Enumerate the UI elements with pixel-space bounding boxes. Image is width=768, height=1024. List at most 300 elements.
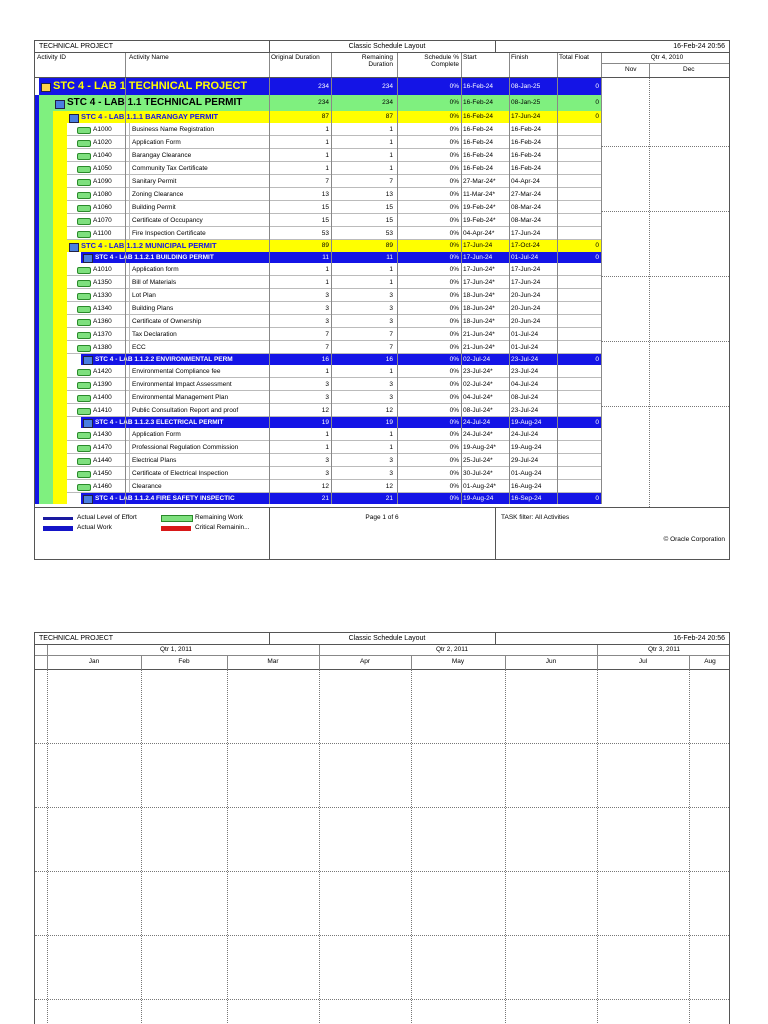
cell-pct: 0% [449,217,459,224]
cell-orig: 87 [321,113,329,120]
column-divider [557,78,558,504]
cell-pct: 0% [449,279,459,286]
cell-float: 0 [595,242,599,249]
cell-pct: 0% [449,152,459,159]
activity-row[interactable] [35,175,601,188]
cell-pct: 0% [449,318,459,325]
cell-rem: 16 [385,356,393,363]
legend-swatch-critical [161,526,191,531]
cell-rem: 1 [389,152,393,159]
cell-activity-name: ECC [129,341,269,354]
activity-row[interactable] [35,214,601,227]
cell-orig: 1 [325,368,329,375]
cell-activity-id: A1430 [93,431,112,438]
month-label: Feb [178,658,190,665]
activity-row[interactable] [35,467,601,480]
schedule-page-1 [34,40,730,560]
cell-activity-name: Building Permit [129,201,269,214]
activity-task-icon [77,179,91,186]
cell-rem: 3 [389,318,393,325]
cell-activity-id: A1370 [93,331,112,338]
wbs-folder-icon [83,356,93,365]
cell-rem: 3 [389,457,393,464]
cell-orig: 3 [325,394,329,401]
activity-task-icon [77,382,91,389]
col-remaining-duration[interactable]: Remaining Duration [361,54,393,68]
cell-pct: 0% [449,178,459,185]
cell-finish: 01-Jul-24 [511,331,539,338]
cell-activity-id: A1010 [93,266,112,273]
wbs-folder-icon [83,254,93,263]
activity-row[interactable] [35,480,601,493]
column-divider [509,78,510,504]
cell-orig: 89 [321,242,329,249]
cell-pct: 0% [449,419,459,426]
cell-activity-id: A1390 [93,381,112,388]
cell-activity-name: Sanitary Permit [129,175,269,188]
cell-pct: 0% [449,457,459,464]
month-label: Jul [638,658,648,665]
cell-start: 18-Jun-24* [463,292,495,299]
quarter-label: Qtr 1, 2011 [159,646,193,653]
timeline-grid-line [649,78,650,507]
col-total-float[interactable]: Total Float [559,54,589,61]
cell-rem: 87 [385,113,393,120]
cell-start: 08-Jul-24* [463,407,493,414]
cell-finish: 01-Jul-24 [511,344,539,351]
page-header [35,41,729,53]
activity-row[interactable] [35,149,601,162]
cell-orig: 16 [321,356,329,363]
activity-task-icon [77,166,91,173]
cell-start: 16-Feb-24 [463,165,493,172]
cell-finish: 08-Jul-24 [511,394,539,401]
cell-rem: 1 [389,279,393,286]
timeline-grid-line [689,669,690,1024]
month-label: Aug [704,658,716,665]
activity-row[interactable] [35,136,601,149]
timeline-grid-line [35,807,730,808]
cell-start: 16-Feb-24 [463,152,493,159]
activity-row[interactable] [35,162,601,175]
cell-float: 0 [595,99,599,106]
cell-activity-id: A1000 [93,126,112,133]
column-divider [331,78,332,504]
quarter-label: Qtr 3, 2011 [647,646,681,653]
cell-orig: 3 [325,470,329,477]
activity-row[interactable] [35,454,601,467]
cell-activity-id: A1080 [93,191,112,198]
wbs-label: STC 4 - LAB 1 TECHNICAL PROJECT [53,80,248,92]
wbs-row[interactable] [81,417,601,428]
activity-row[interactable] [35,276,601,289]
cell-pct: 0% [449,470,459,477]
cell-float: 0 [595,254,599,261]
cell-pct: 0% [449,292,459,299]
activity-task-icon [77,458,91,465]
month-label: Mar [267,658,279,665]
cell-rem: 53 [385,230,393,237]
cell-activity-name: Electrical Plans [129,454,269,467]
cell-start: 16-Feb-24 [463,113,493,120]
cell-activity-id: A1410 [93,407,112,414]
cell-rem: 7 [389,178,393,185]
cell-finish: 01-Jul-24 [511,254,539,261]
cell-orig: 13 [321,191,329,198]
cell-pct: 0% [449,444,459,451]
cell-activity-id: A1060 [93,204,112,211]
activity-task-icon [77,484,91,491]
cell-pct: 0% [449,191,459,198]
cell-rem: 7 [389,331,393,338]
cell-rem: 21 [385,495,393,502]
cell-orig: 3 [325,318,329,325]
wbs-label: STC 4 - LAB 1.1.2.4 FIRE SAFETY INSPECTIC [95,495,235,502]
cell-rem: 3 [389,381,393,388]
col-finish[interactable]: Finish [511,54,529,61]
cell-orig: 53 [321,230,329,237]
col-original-duration[interactable]: Original Duration [271,54,320,61]
cell-finish: 17-Jun-24 [511,230,541,237]
activity-row[interactable] [35,328,601,341]
wbs-row[interactable] [39,78,601,95]
cell-start: 16-Feb-24 [463,99,493,106]
cell-rem: 1 [389,266,393,273]
cell-start: 17-Jun-24* [463,266,495,273]
cell-float: 0 [595,113,599,120]
wbs-label: STC 4 - LAB 1.1 TECHNICAL PERMIT [67,97,243,108]
cell-orig: 21 [321,495,329,502]
timeline-grid-line [505,669,506,1024]
cell-activity-id: A1360 [93,318,112,325]
col-schedule-complete[interactable]: Schedule % Complete [424,54,459,68]
cell-orig: 1 [325,279,329,286]
activity-task-icon [77,218,91,225]
cell-pct: 0% [449,83,459,90]
cell-finish: 04-Apr-24 [511,178,540,185]
wbs-row[interactable] [53,95,601,111]
wbs-folder-icon [69,243,79,252]
cell-finish: 23-Jul-24 [511,368,539,375]
cell-activity-name: Certificate of Electrical Inspection [129,467,269,480]
copyright: © Oracle Corporation [663,536,725,543]
cell-activity-name: Fire Inspection Certificate [129,227,269,240]
cell-pct: 0% [449,139,459,146]
timeline-grid-line [227,669,228,1024]
cell-start: 27-Mar-24* [463,178,496,185]
cell-start: 11-Mar-24* [463,191,496,198]
cell-activity-name: Environmental Impact Assessment [129,378,269,391]
cell-activity-name: Certificate of Occupancy [129,214,269,227]
page-number: Page 1 of 6 [365,514,399,521]
activity-task-icon [77,432,91,439]
cell-start: 17-Jun-24 [463,242,493,249]
activity-task-icon [77,127,91,134]
timeline-grid-line [35,743,730,744]
cell-float: 0 [595,83,599,90]
wbs-label: STC 4 - LAB 1.1.2.1 BUILDING PERMIT [95,254,214,261]
layout-title: Classic Schedule Layout [348,43,426,50]
cell-rem: 1 [389,444,393,451]
month-label: May [451,658,465,665]
wbs-row[interactable] [81,493,601,504]
cell-activity-id: A1090 [93,178,112,185]
timeline-header-2 [35,645,729,670]
wbs-row[interactable] [81,354,601,365]
cell-start: 25-Jul-24* [463,457,493,464]
cell-orig: 1 [325,444,329,451]
legend-swatch-remaining [161,515,193,522]
column-divider [269,78,270,504]
wbs-folder-icon [41,83,51,92]
cell-finish: 20-Jun-24 [511,292,541,299]
legend-swatch-effort [43,517,73,520]
cell-orig: 11 [322,254,329,261]
activity-task-icon [77,205,91,212]
cell-pct: 0% [449,266,459,273]
timeline-grid-line [35,999,730,1000]
activity-task-icon [77,293,91,300]
activity-row[interactable] [35,302,601,315]
activity-row[interactable] [35,341,601,354]
activity-row[interactable] [35,123,601,136]
cell-activity-name: Zoning Clearance [129,188,269,201]
cell-finish: 17-Jun-24 [511,113,541,120]
cell-pct: 0% [449,431,459,438]
month-label: Apr [359,658,371,665]
cell-start: 19-Aug-24 [463,495,494,502]
cell-activity-id: A1020 [93,139,112,146]
cell-rem: 1 [389,126,393,133]
activity-row[interactable] [35,263,601,276]
timeline-grid-line [601,211,730,212]
cell-orig: 234 [318,99,329,106]
cell-activity-name: Business Name Registration [129,123,269,136]
activity-task-icon [77,153,91,160]
cell-start: 18-Jun-24* [463,305,495,312]
col-activity-name[interactable]: Activity Name [129,54,169,61]
task-filter: TASK filter: All Activities [501,514,570,521]
cell-start: 02-Jul-24* [463,381,493,388]
wbs-folder-icon [83,419,93,428]
cell-rem: 7 [389,344,393,351]
cell-orig: 12 [321,483,329,490]
cell-pct: 0% [449,483,459,490]
legend [43,514,263,534]
wbs-label: STC 4 - LAB 1.1.2.3 ELECTRICAL PERMIT [95,419,224,426]
wbs-label: STC 4 - LAB 1.1.2 MUNICIPAL PERMIT [81,241,217,250]
cell-orig: 1 [325,152,329,159]
activity-row[interactable] [35,404,601,417]
cell-rem: 234 [382,83,393,90]
cell-finish: 16-Feb-24 [511,139,541,146]
cell-activity-name: Application Form [129,428,269,441]
cell-finish: 01-Aug-24 [511,470,542,477]
cell-pct: 0% [449,407,459,414]
cell-rem: 1 [389,368,393,375]
activity-task-icon [77,267,91,274]
wbs3-strip [53,111,67,504]
wbs-row[interactable] [67,111,601,123]
cell-orig: 7 [325,344,329,351]
column-divider [601,78,602,504]
cell-finish: 24-Jul-24 [511,431,539,438]
wbs-folder-icon [55,100,65,109]
cell-start: 16-Feb-24 [463,126,493,133]
activity-row[interactable] [35,289,601,302]
activity-row[interactable] [35,188,601,201]
project-title-2: TECHNICAL PROJECT [39,635,114,642]
cell-start: 04-Apr-24* [463,230,495,237]
timeline-month-nov: Nov [625,66,637,73]
activity-row[interactable] [35,315,601,328]
quarter-label: Qtr 2, 2011 [435,646,469,653]
activity-row[interactable] [35,428,601,441]
cell-rem: 15 [385,204,393,211]
cell-rem: 12 [385,483,393,490]
cell-pct: 0% [449,230,459,237]
cell-orig: 3 [325,457,329,464]
wbs-row[interactable] [67,240,601,252]
timeline-grid-line [601,406,730,407]
schedule-page-2 [34,632,730,1024]
cell-activity-name: Building Plans [129,302,269,315]
activity-row[interactable] [35,441,601,454]
cell-pct: 0% [449,344,459,351]
activity-row[interactable] [35,365,601,378]
activity-task-icon [77,369,91,376]
timeline-month-dec: Dec [683,66,695,73]
legend-swatch-actual [43,526,73,531]
timeline-grid-line [35,935,730,936]
cell-rem: 12 [385,407,393,414]
month-label: Jan [88,658,100,665]
wbs-folder-icon [83,495,93,504]
cell-rem: 89 [385,242,393,249]
wbs-row[interactable] [81,252,601,263]
cell-pct: 0% [449,495,459,502]
timeline-grid-line [411,669,412,1024]
activity-row[interactable] [35,201,601,214]
cell-start: 19-Feb-24* [463,204,496,211]
cell-orig: 1 [325,431,329,438]
column-divider [125,78,126,504]
column-header [35,53,729,78]
cell-start: 24-Jul-24* [463,431,493,438]
cell-finish: 16-Feb-24 [511,126,541,133]
cell-pct: 0% [449,356,459,363]
cell-pct: 0% [449,165,459,172]
activity-task-icon [77,192,91,199]
cell-float: 0 [595,419,599,426]
print-date-2: 16-Feb-24 20:56 [673,635,725,642]
cell-pct: 0% [449,126,459,133]
timeline-grid-line [601,146,730,147]
legend-label-remaining: Remaining Work [195,514,243,521]
cell-start: 21-Jun-24* [463,344,495,351]
cell-finish: 16-Aug-24 [511,483,542,490]
cell-activity-name: Community Tax Certificate [129,162,269,175]
cell-finish: 23-Jul-24 [511,407,539,414]
cell-pct: 0% [449,99,459,106]
cell-start: 17-Jun-24* [463,279,495,286]
cell-start: 16-Feb-24 [463,139,493,146]
cell-rem: 3 [389,292,393,299]
cell-finish: 08-Mar-24 [511,217,541,224]
wbs-label: STC 4 - LAB 1.1.2.2 ENVIRONMENTAL PERM [95,356,233,363]
column-divider [461,78,462,504]
cell-activity-name: Barangay Clearance [129,149,269,162]
cell-start: 19-Aug-24* [463,444,496,451]
activity-task-icon [77,231,91,238]
cell-activity-id: A1070 [93,217,112,224]
cell-activity-name: Environmental Compliance fee [129,365,269,378]
column-divider [397,78,398,504]
cell-pct: 0% [449,381,459,388]
col-start[interactable]: Start [463,54,477,61]
cell-rem: 1 [389,165,393,172]
cell-orig: 1 [325,139,329,146]
cell-activity-id: A1040 [93,152,112,159]
cell-pct: 0% [449,204,459,211]
cell-rem: 3 [389,394,393,401]
cell-finish: 20-Jun-24 [511,305,541,312]
activity-task-icon [77,395,91,402]
cell-finish: 08-Jan-25 [511,99,541,106]
activity-task-icon [77,445,91,452]
cell-orig: 15 [321,217,329,224]
cell-start: 23-Jul-24* [463,368,493,375]
cell-pct: 0% [449,394,459,401]
activity-row[interactable] [35,391,601,404]
cell-activity-name: Bill of Materials [129,276,269,289]
cell-finish: 16-Feb-24 [511,152,541,159]
cell-start: 30-Jul-24* [463,470,493,477]
col-activity-id[interactable]: Activity ID [37,54,66,61]
cell-start: 21-Jun-24* [463,331,495,338]
activity-task-icon [77,408,91,415]
activity-row[interactable] [35,378,601,391]
cell-finish: 29-Jul-24 [511,457,539,464]
cell-float: 0 [595,356,599,363]
activity-task-icon [77,280,91,287]
cell-rem: 3 [389,470,393,477]
activity-task-icon [77,140,91,147]
cell-activity-id: A1380 [93,344,112,351]
cell-pct: 0% [449,368,459,375]
cell-activity-id: A1050 [93,165,112,172]
cell-rem: 13 [385,191,393,198]
activity-row[interactable] [35,227,601,240]
print-date: 16-Feb-24 20:56 [673,43,725,50]
cell-activity-id: A1340 [93,305,112,312]
activity-task-icon [77,319,91,326]
cell-activity-id: A1450 [93,470,112,477]
activity-task-icon [77,345,91,352]
gantt-grid-2 [35,669,729,1024]
cell-orig: 1 [325,266,329,273]
cell-activity-id: A1350 [93,279,112,286]
cell-finish: 20-Jun-24 [511,318,541,325]
cell-finish: 19-Aug-24 [511,419,542,426]
cell-activity-id: A1460 [93,483,112,490]
timeline-grid-line [601,276,730,277]
cell-finish: 04-Jul-24 [511,381,539,388]
cell-pct: 0% [449,305,459,312]
wbs2-strip [39,95,53,504]
cell-finish: 08-Mar-24 [511,204,541,211]
cell-finish: 23-Jul-24 [511,356,539,363]
